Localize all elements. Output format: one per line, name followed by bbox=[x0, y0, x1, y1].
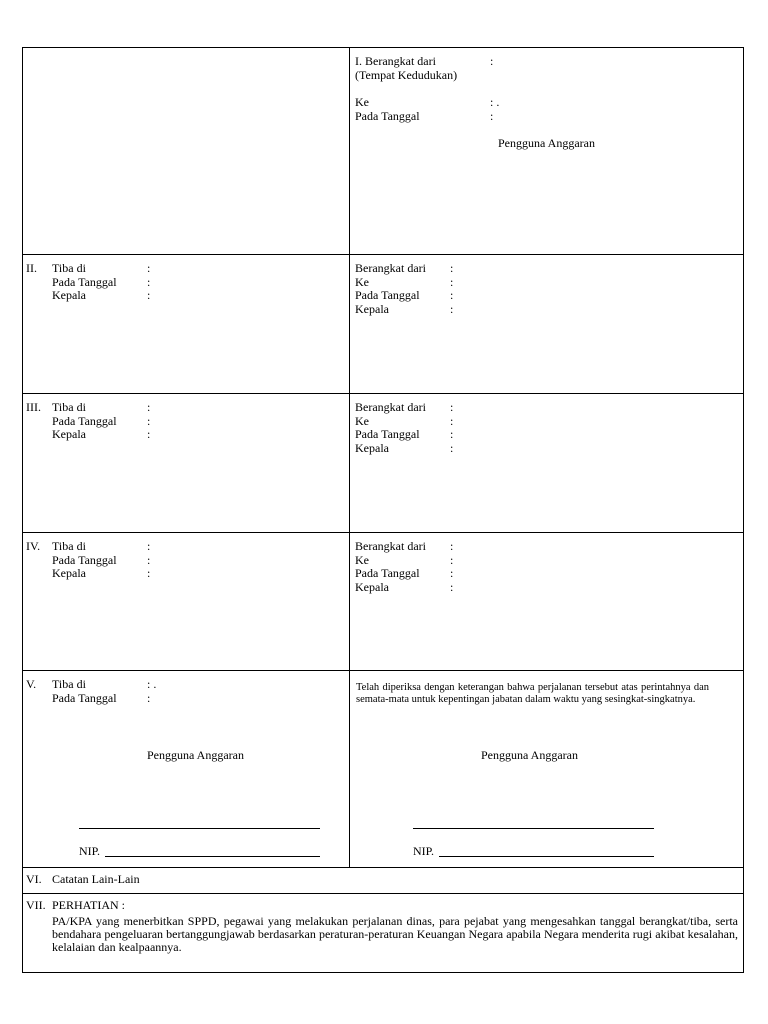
section-5-left-cell bbox=[23, 671, 350, 867]
pada-tanggal-label: Pada Tanggal bbox=[52, 275, 117, 289]
colon: : bbox=[450, 539, 454, 553]
kepala-label: Kepala bbox=[52, 566, 86, 580]
colon: : bbox=[450, 566, 454, 580]
berangkat-dari-label: Berangkat dari bbox=[355, 539, 426, 553]
section-3-left-cell bbox=[23, 394, 350, 532]
ke-label: Ke bbox=[355, 414, 369, 428]
nip-label: NIP. bbox=[79, 844, 101, 858]
nip-label: NIP. bbox=[413, 844, 435, 858]
perhatian-label: PERHATIAN : bbox=[52, 898, 126, 912]
verification-note: Telah diperiksa dengan keterangan bahwa perjalanan tersebut atas perintahnya dan semata-mata untuk kepentingan jabatan dalam waktu yang sesingkat-singkatnya. bbox=[356, 682, 709, 705]
section-2-right-cell bbox=[350, 255, 743, 393]
section-number: III. bbox=[26, 400, 41, 414]
colon: : bbox=[147, 539, 151, 553]
tiba-di-label: Tiba di bbox=[52, 677, 86, 691]
section-2-left-cell bbox=[23, 255, 350, 393]
kepala-label: Kepala bbox=[355, 441, 389, 455]
pada-tanggal-label: Pada Tanggal bbox=[355, 427, 420, 441]
kepala-label: Kepala bbox=[355, 302, 389, 316]
section-6-row bbox=[23, 868, 743, 894]
kepala-label: Kepala bbox=[52, 288, 86, 302]
section-2-row bbox=[23, 255, 743, 394]
nip-line bbox=[439, 856, 654, 857]
right-signer-title: Pengguna Anggaran bbox=[481, 748, 578, 762]
section-4-right-cell bbox=[350, 533, 743, 670]
colon: : bbox=[450, 302, 454, 316]
section-number: II. bbox=[26, 261, 37, 275]
section-number: V. bbox=[26, 677, 37, 691]
colon: : bbox=[450, 414, 454, 428]
colon: : bbox=[450, 261, 454, 275]
sppd-back-form bbox=[22, 47, 744, 973]
catatan-label: Catatan Lain-Lain bbox=[52, 872, 140, 886]
signature-line bbox=[79, 828, 320, 829]
ke-label: Ke bbox=[355, 275, 369, 289]
colon: : . bbox=[147, 677, 157, 691]
berangkat-dari-label: Berangkat dari bbox=[355, 261, 426, 275]
section-1-right-cell bbox=[350, 48, 743, 254]
section-3-row bbox=[23, 394, 743, 533]
colon: : bbox=[490, 54, 494, 68]
perhatian-text: PA/KPA yang menerbitkan SPPD, pegawai yang melakukan perjalanan dinas, para pejabat yang mengesahkan tanggal berangkat/tiba, serta bendahara pengeluaran bertanggungjawab berdasarkan peraturan-peraturan Keuangan Negara apabila Negara menderita rugi akibat kesalahan, kelalaian dan kealpaannya. bbox=[52, 914, 738, 954]
colon: : bbox=[490, 109, 494, 123]
ke-label: Ke bbox=[355, 95, 369, 109]
section-number: VI. bbox=[26, 872, 42, 886]
pada-tanggal-label: Pada Tanggal bbox=[52, 414, 117, 428]
left-signer-title: Pengguna Anggaran bbox=[147, 748, 244, 762]
berangkat-dari-label: Berangkat dari bbox=[355, 400, 426, 414]
colon: : bbox=[450, 275, 454, 289]
section-number: VII. bbox=[26, 898, 46, 912]
pada-tanggal-label: Pada Tanggal bbox=[355, 109, 420, 123]
section-number: IV. bbox=[26, 539, 41, 553]
colon: : bbox=[450, 288, 454, 302]
colon: : bbox=[147, 414, 151, 428]
section-7-row bbox=[23, 894, 743, 974]
colon: : bbox=[450, 580, 454, 594]
colon: : bbox=[450, 553, 454, 567]
section-1-left-cell bbox=[23, 48, 350, 254]
colon: : bbox=[147, 427, 151, 441]
colon: : bbox=[450, 400, 454, 414]
tiba-di-label: Tiba di bbox=[52, 261, 86, 275]
colon: : bbox=[147, 400, 151, 414]
pada-tanggal-label: Pada Tanggal bbox=[52, 553, 117, 567]
pada-tanggal-label: Pada Tanggal bbox=[355, 288, 420, 302]
tempat-kedudukan-label: (Tempat Kedudukan) bbox=[355, 68, 458, 82]
tiba-di-label: Tiba di bbox=[52, 400, 86, 414]
section-4-left-cell bbox=[23, 533, 350, 670]
pada-tanggal-label: Pada Tanggal bbox=[52, 691, 117, 705]
colon: : bbox=[147, 288, 151, 302]
section-4-row bbox=[23, 533, 743, 671]
pada-tanggal-label: Pada Tanggal bbox=[355, 566, 420, 580]
nip-line bbox=[105, 856, 320, 857]
colon: : bbox=[147, 566, 151, 580]
tiba-di-label: Tiba di bbox=[52, 539, 86, 553]
signature-line bbox=[413, 828, 654, 829]
signer-title: Pengguna Anggaran bbox=[498, 136, 595, 150]
kepala-label: Kepala bbox=[355, 580, 389, 594]
berangkat-dari-label: I. Berangkat dari bbox=[355, 54, 436, 68]
colon: : bbox=[147, 553, 151, 567]
section-5-right-cell bbox=[350, 671, 743, 867]
colon: : bbox=[147, 261, 151, 275]
section-3-right-cell bbox=[350, 394, 743, 532]
colon: : bbox=[450, 427, 454, 441]
colon: : bbox=[147, 691, 151, 705]
colon: : bbox=[147, 275, 151, 289]
ke-label: Ke bbox=[355, 553, 369, 567]
section-5-row bbox=[23, 671, 743, 868]
colon: : . bbox=[490, 95, 500, 109]
colon: : bbox=[450, 441, 454, 455]
kepala-label: Kepala bbox=[52, 427, 86, 441]
section-1-row bbox=[23, 48, 743, 255]
